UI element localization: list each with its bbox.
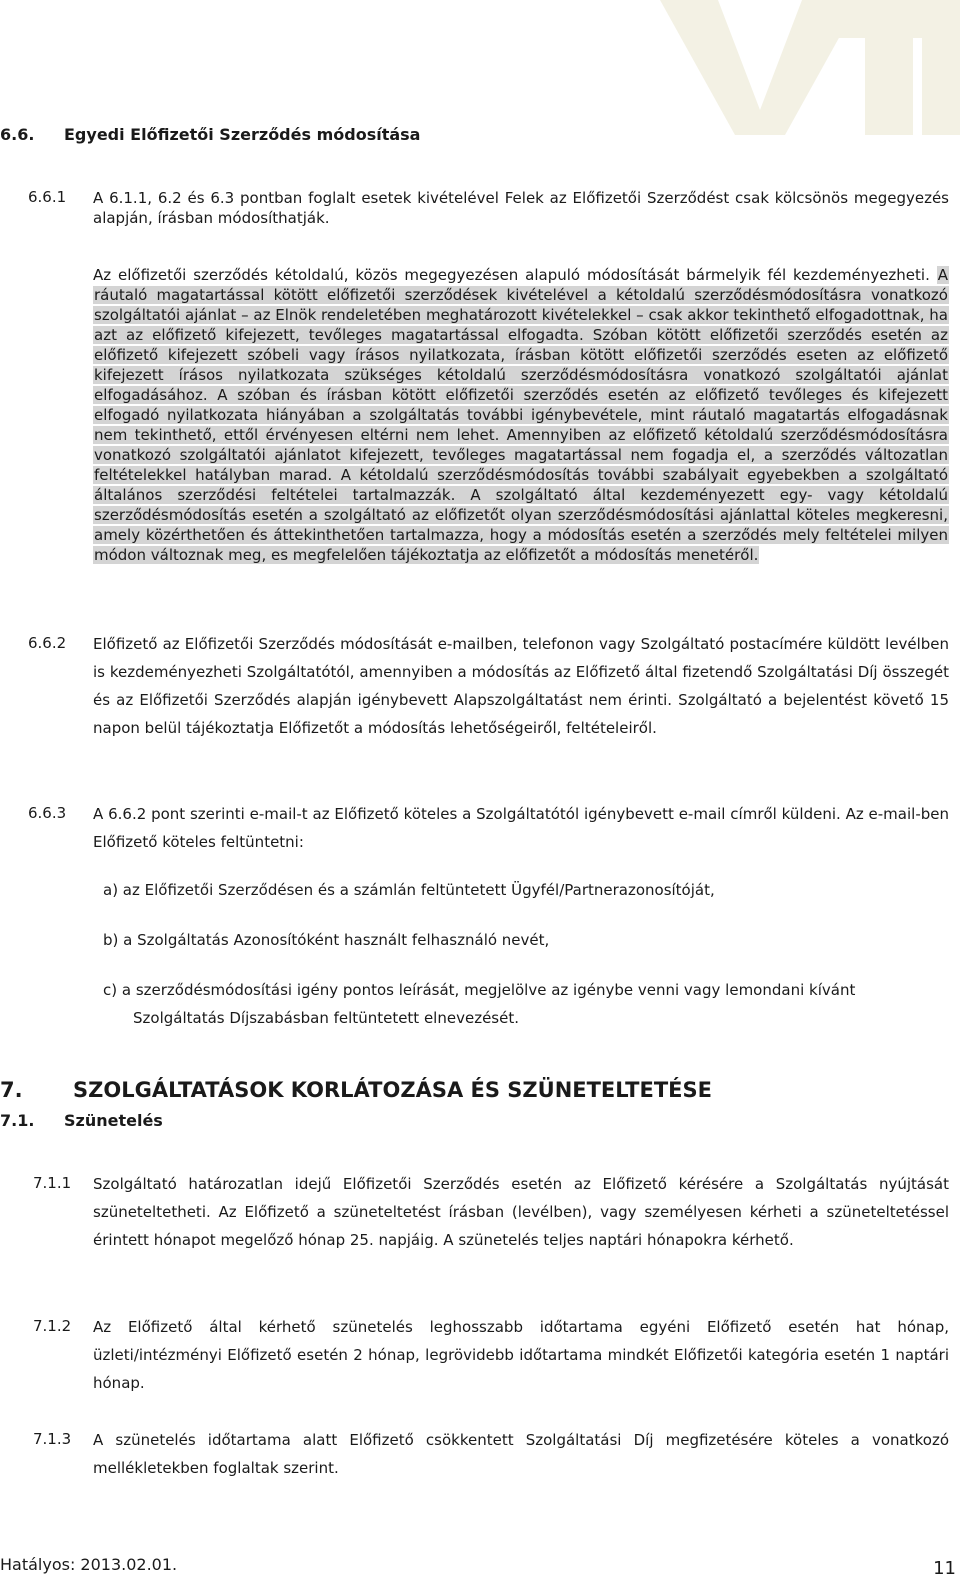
section-7-1-2-number: 7.1.2 <box>33 1317 72 1335</box>
section-6-6-3-text: A 6.6.2 pont szerinti e-mail-t az Előfizető köteles a Szolgáltatótól igénybevett e-mail címről küldeni. Az e-mail-ben Előfizető köteles feltüntetni: <box>93 805 949 851</box>
section-6-6-1-amendment-paragraph <box>93 265 949 565</box>
vtl-watermark-logo <box>660 0 960 135</box>
footer-page-number: 11 <box>933 1558 956 1579</box>
chapter-7-title: SZOLGÁLTATÁSOK KORLÁTOZÁSA ÉS SZÜNETELTETÉSE <box>73 1078 712 1102</box>
amendment-highlighted-text: A ráutaló magatartással kötött előfizetői szerződések kivételével a kétoldalú szerződésmódosításra vonatkozó szolgáltatói ajánlat – az Elnök rendeletében meghatározott kivételekkel – csak akkor tekinthető elfogadottnak, ha azt az előfizető kifejezett, tevőleges magatartással elfogadta. Szóban kötött előfizetői szerződés esetén az előfizető kifejezett szóbeli vagy írásos nyilatkozata, írásban kötött előfizetői szerződés eseten az előfizető kifejezett írásos nyilatkozata szükséges kétoldalú szerződésmódosításra vonatkozó szolgáltatói ajánlat elfogadásához. A szóban és írásban kötött előfizetői szerződés esetén az előfizető tevőleges és kifejezett elfogadó nyilatkozata hiányában a szolgáltatás további igénybevétele, mint ráutaló magatartás elfogadásnak nem tekinthető, ettől érvényesen eltérni nem lehet. Amennyiben az előfizető kétoldalú szerződésmódosításra vonatkozó szolgáltatói ajánlatot kifejezett, tevőleges magatartással nem fogadja el, a szerződés változatlan feltételekkel hatályban marad. A kétoldalú szerződésmódosítás további szabályait egyebekben a szolgáltató általános szerződési feltételei tartalmazzák. A szolgáltató által kezdeményezett egy- vagy kétoldalú szerződésmódosítás esetén a szolgáltató az előfizetőt olyan szerződésmódosítási ajánlattal köteles megkeresni, amely közérthetően és áttekinthetően tartalmazza, hogy a módosítás esetén a szerződés mely feltételei milyen módon változnak meg, es megfelelően tájékoztatja az előfizetőt a módosítás menetéről. <box>94 266 948 564</box>
section-7-1-1-number: 7.1.1 <box>33 1174 72 1192</box>
section-6-6-2-number: 6.6.2 <box>28 634 67 652</box>
section-6-6-number: 6.6. <box>0 125 35 144</box>
section-7-1-1-text: Szolgáltató határozatlan idejű Előfizetői Szerződés esetén az Előfizető kérésére a Szolgáltatás nyújtását szüneteltetheti. Az Előfizető a szüneteltetést írásban (levélben), vagy személyesen kérheti a szüneteltetéssel érintett hónapot megelőző hónap 25. napjáig. A szünetelés teljes naptári hónapokra kérhető. <box>93 1175 949 1249</box>
section-6-6-1-text: A 6.1.1, 6.2 és 6.3 pontban foglalt esetek kivételével Felek az Előfizetői Szerződést csak kölcsönös megegyezés alapján, írásban módosíthatják. <box>93 189 949 227</box>
section-7-1-2-text: Az Előfizető által kérhető szünetelés leghosszabb időtartama egyéni Előfizető esetén hat hónap, üzleti/intézményi Előfizető esetén 2 hónap, legrövidebb időtartama mindkét Előfizetői kategória esetén 1 naptári hónap. <box>93 1318 949 1392</box>
section-7-1-title: Szünetelés <box>64 1111 163 1130</box>
footer-effective-date: Hatályos: 2013.02.01. <box>0 1555 178 1574</box>
amendment-plain-text: Az előfizetői szerződés kétoldalú, közös megegyezésen alapuló módosítását bármelyik fél kezdeményezheti. <box>93 266 930 284</box>
section-7-1-3-text: A szünetelés időtartama alatt Előfizető csökkentett Szolgáltatási Díj megfizetésére köteles a vonatkozó mellékletekben foglaltak szerint. <box>93 1431 949 1477</box>
chapter-7-number: 7. <box>0 1078 23 1102</box>
section-7-1-3-number: 7.1.3 <box>33 1430 72 1448</box>
section-6-6-1-number: 6.6.1 <box>28 188 67 206</box>
section-6-6-title: Egyedi Előfizetői Szerződés módosítása <box>64 125 421 144</box>
section-7-1-number: 7.1. <box>0 1111 35 1130</box>
section-6-6-2-text: Előfizető az Előfizetői Szerződés módosítását e-mailben, telefonon vagy Szolgáltató postacímére küldött levélben is kezdeményezheti Szolgáltatótól, amennyiben a módosítás az Előfizető által fizetendő Szolgáltatási Díj összegét és az Előfizetői Szerződés alapján igénybevett Alapszolgáltatást nem érinti. Szolgáltató a bejelentést követő 15 napon belül tájékoztatja Előfizetőt a módosítás lehetőségeiről, feltételeiről. <box>93 635 949 737</box>
section-6-6-3-number: 6.6.3 <box>28 804 67 822</box>
section-6-6-3-item-b: b) a Szolgáltatás Azonosítóként használt felhasználó nevét, <box>103 931 550 949</box>
section-6-6-3-item-a: a) az Előfizetői Szerződésen és a számlán feltüntetett Ügyfél/Partnerazonosítóját, <box>103 881 715 899</box>
section-6-6-3-item-c: c) a szerződésmódosítási igény pontos leírását, megjelölve az igénybe venni vagy lemondani kívánt <box>103 981 856 999</box>
section-6-6-3-item-c-continued: Szolgáltatás Díjszabásban feltüntetett elnevezését. <box>133 1009 519 1027</box>
